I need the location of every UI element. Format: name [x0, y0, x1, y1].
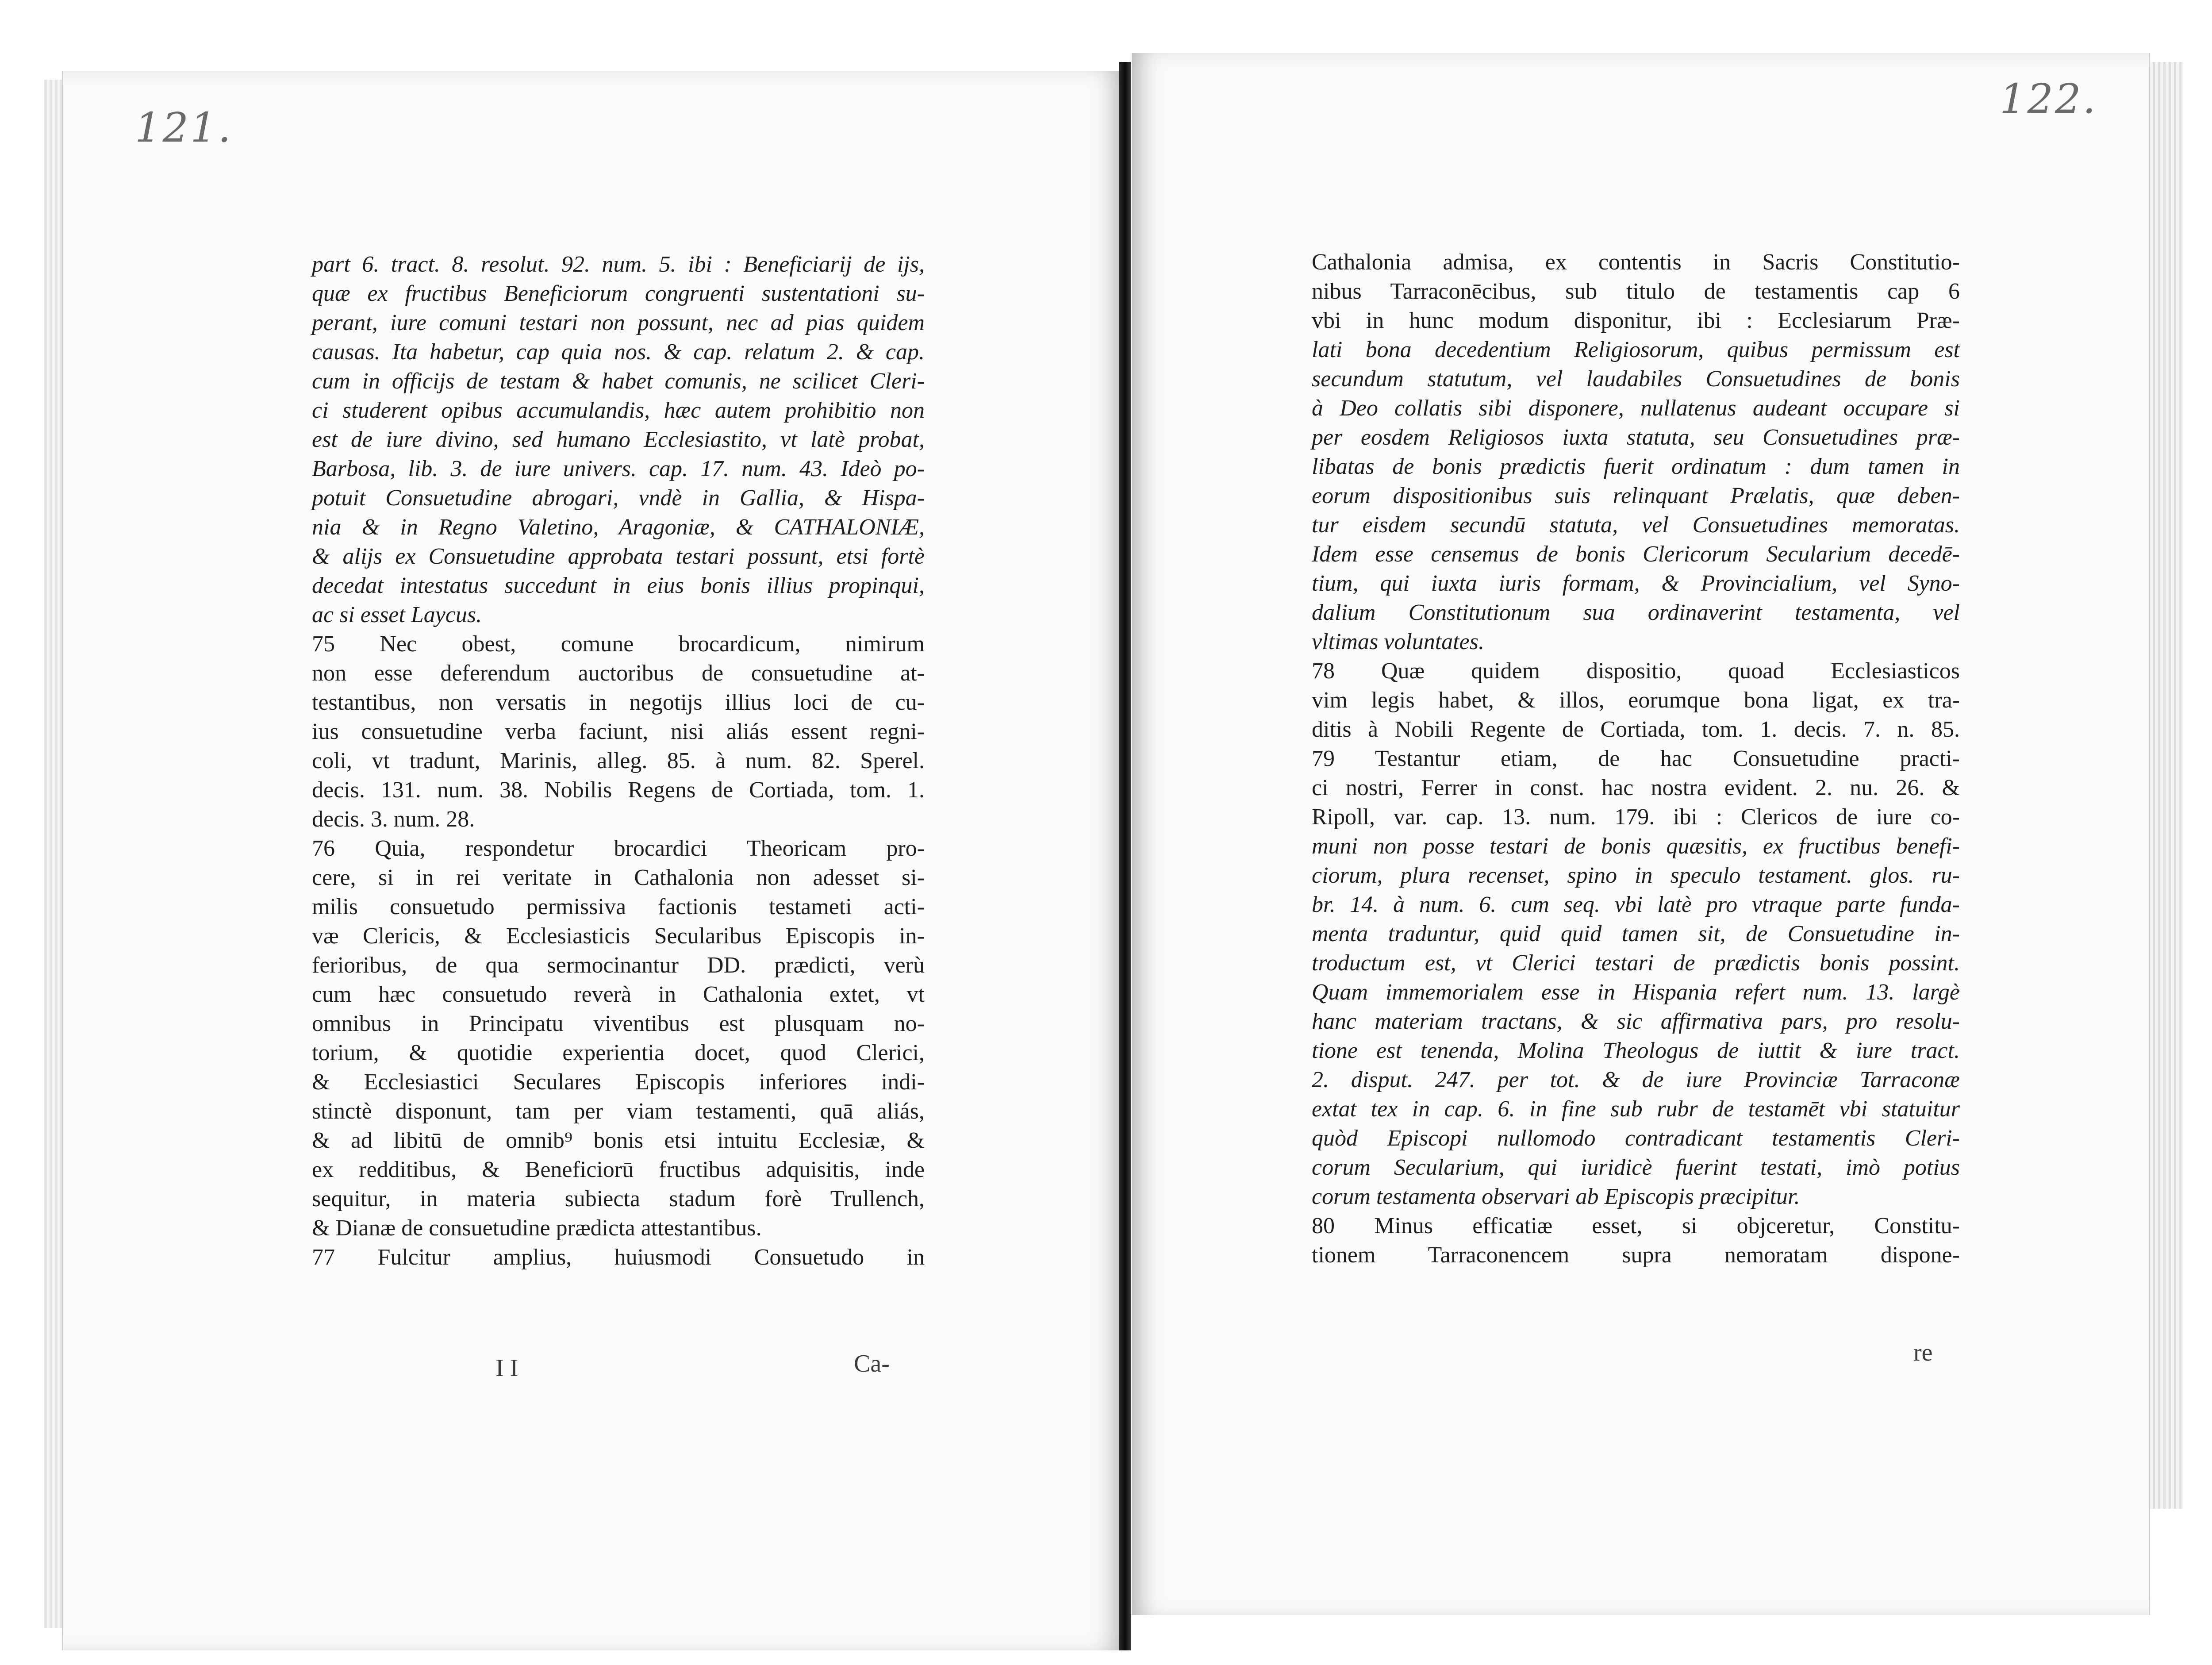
left-page-text — [312, 250, 925, 1272]
text-line: vbi in hunc modum disponitur, ibi : Ecclesiarum Præ- — [1312, 308, 1960, 333]
text-line: tione est tenenda, Molina Theologus de iuttit & iure tract. — [1312, 1038, 1960, 1063]
text-line: Ripoll, var. cap. 13. num. 179. ibi : Clericos de iure co- — [1312, 804, 1960, 830]
text-line: 79 Testantur etiam, de hac Consuetudine practi- — [1312, 746, 1960, 771]
text-line: est de iure divino, sed humano Ecclesiastito, vt latè probat, — [312, 427, 925, 452]
text-line: ditis à Nobili Regente de Cortiada, tom. 1. decis. 7. n. 85. — [1312, 717, 1960, 742]
text-line: eorum dispositionibus suis relinquant Prælatis, quæ deben- — [1312, 483, 1960, 508]
text-line: corum testamenta observari ab Episcopis præcipitur. — [1312, 1184, 1800, 1209]
text-line: & alijs ex Consuetudine approbata testari possunt, etsi fortè — [312, 544, 925, 569]
text-line: tium, qui iuxta iuris formam, & Provincialium, vel Syno- — [1312, 571, 1960, 596]
text-line: Barbosa, lib. 3. de iure univers. cap. 17. num. 43. Ideò po- — [312, 456, 925, 481]
text-line: tionem Tarraconencem supra nemoratam dispone- — [1312, 1242, 1960, 1268]
text-line: & Ecclesiastici Seculares Episcopis inferiores indi- — [312, 1069, 925, 1095]
text-line: tur eisdem secundū statuta, vel Consuetudines memoratas. — [1312, 512, 1960, 538]
text-line: non esse deferendum auctoribus de consuetudine at- — [312, 661, 925, 686]
text-line: decis. 131. num. 38. Nobilis Regens de Cortiada, tom. 1. — [312, 777, 925, 803]
text-line: dalium Constitutionum sua ordinaverint testamenta, vel — [1312, 600, 1960, 625]
text-line: stinctè disponunt, tam per viam testamenti, quā aliás, — [312, 1099, 925, 1124]
text-line: 77 Fulcitur amplius, huiusmodi Consuetudo in — [312, 1245, 925, 1270]
text-line: Cathalonia admisa, ex contentis in Sacris Constitutio- — [1312, 250, 1960, 275]
text-line: cum in officijs de testam & habet comunis, ne scilicet Cleri- — [312, 369, 925, 394]
text-line: & ad libitū de omnib⁹ bonis etsi intuitu Ecclesiæ, & — [312, 1128, 925, 1153]
text-line: decis. 3. num. 28. — [312, 807, 475, 832]
text-line: corum Secularium, qui iuridicè fuerint testati, imò potius — [1312, 1155, 1960, 1180]
text-line: cere, si in rei veritate in Cathalonia non adesset si- — [312, 865, 925, 890]
text-line: Idem esse censemus de bonis Clericorum Secularium decedē- — [1312, 542, 1960, 567]
text-line: væ Clericis, & Ecclesiasticis Secularibus Episcopis in- — [312, 923, 925, 949]
text-line: milis consuetudo permissiva factionis testameti acti- — [312, 894, 925, 919]
text-line: potuit Consuetudine abrogari, vndè in Gallia, & Hispa- — [312, 485, 925, 511]
text-line: libatas de bonis prædictis fuerit ordinatum : dum tamen in — [1312, 454, 1960, 479]
text-line: hanc materiam tractans, & sic affirmativa pars, pro resolu- — [1312, 1009, 1960, 1034]
text-line: Quam immemorialem esse in Hispania refert num. 13. largè — [1312, 980, 1960, 1005]
left-catchword: Ca- — [854, 1350, 890, 1377]
text-line: quòd Episcopi nullomodo contradicant testamentis Cleri- — [1312, 1126, 1960, 1151]
text-line: extat tex in cap. 6. in fine sub rubr de testamēt vbi statuitur — [1312, 1096, 1960, 1122]
text-line: troductum est, vt Clerici testari de prædictis bonis possint. — [1312, 950, 1960, 976]
text-line: muni non posse testari de bonis quæsitis, ex fructibus benefi- — [1312, 834, 1960, 859]
book-gutter — [1119, 62, 1131, 1650]
text-line: & Dianæ de consuetudine prædicta attestantibus. — [312, 1215, 762, 1241]
text-line: secundum statutum, vel laudabiles Consuetudines de bonis — [1312, 366, 1960, 392]
text-line: omnibus in Principatu viventibus est plusquam no- — [312, 1011, 925, 1036]
left-folio-number: 121. — [135, 104, 233, 151]
text-line: ferioribus, de qua sermocinantur DD. prædicti, verù — [312, 953, 925, 978]
text-line: nia & in Regno Valetino, Aragoniæ, & CATHALONIÆ, — [312, 515, 925, 540]
right-folio-number: 122. — [2000, 75, 2097, 123]
text-line: per eosdem Religiosos iuxta statuta, seu Consuetudines præ- — [1312, 425, 1960, 450]
text-line: part 6. tract. 8. resolut. 92. num. 5. ibi : Beneficiarij de ijs, — [312, 252, 925, 277]
text-line: 76 Quia, respondetur brocardici Theoricam pro- — [312, 836, 925, 861]
text-line: 78 Quæ quidem dispositio, quoad Ecclesiasticos — [1312, 658, 1960, 684]
text-line: torium, & quotidie experientia docet, quod Clerici, — [312, 1040, 925, 1065]
text-line: br. 14. à num. 6. cum seq. vbi latè pro vtraque parte funda- — [1312, 892, 1960, 917]
text-line: ci studerent opibus accumulandis, hæc autem prohibitio non — [312, 398, 925, 423]
text-line: coli, vt tradunt, Marinis, alleg. 85. à num. 82. Sperel. — [312, 748, 925, 773]
text-line: decedat intestatus succedunt in eius bonis illius propinqui, — [312, 573, 925, 598]
text-line: ex redditibus, & Beneficiorū fructibus adquisitis, inde — [312, 1157, 925, 1182]
text-line: ac si esset Laycus. — [312, 602, 482, 627]
text-line: 75 Nec obest, comune brocardicum, nimirum — [312, 631, 925, 657]
text-line: à Deo collatis sibi disponere, nullatenus audeant occupare si — [1312, 396, 1960, 421]
text-line: vim legis habet, & illos, eorumque bona ligat, ex tra- — [1312, 688, 1960, 713]
text-line: sequitur, in materia subiecta stadum forè Trullench, — [312, 1186, 925, 1211]
text-line: quæ ex fructibus Beneficiorum congruenti sustentationi su- — [312, 281, 925, 306]
text-line: ciorum, plura recenset, spino in speculo testament. glos. ru- — [1312, 863, 1960, 888]
text-line: nibus Tarraconēcibus, sub titulo de testamentis cap 6 — [1312, 279, 1960, 304]
text-line: 2. disput. 247. per tot. & de iure Provinciæ Tarraconæ — [1312, 1067, 1960, 1092]
text-line: perant, iure comuni testari non possunt, nec ad pias quidem — [312, 310, 925, 335]
text-line: cum hæc consuetudo reverà in Cathalonia extet, vt — [312, 982, 925, 1007]
text-line: ius consuetudine verba faciunt, nisi aliás essent regni- — [312, 719, 925, 744]
text-line: causas. Ita habetur, cap quia nos. & cap. relatum 2. & cap. — [312, 339, 925, 365]
text-line: lati bona decedentium Religiosorum, quibus permissum est — [1312, 337, 1960, 362]
right-catchword: re — [1913, 1339, 1933, 1366]
text-line: menta traduntur, quid quid tamen sit, de Consuetudine in- — [1312, 921, 1960, 946]
text-line: testantibus, non versatis in negotijs illius loci de cu- — [312, 690, 925, 715]
signature-mark: I I — [495, 1354, 518, 1382]
text-line: vltimas voluntates. — [1312, 629, 1484, 654]
text-line: 80 Minus efficatiæ esset, si objceretur, Constitu- — [1312, 1213, 1960, 1238]
text-line: ci nostri, Ferrer in const. hac nostra evident. 2. nu. 26. & — [1312, 775, 1960, 800]
right-page-text — [1312, 248, 1960, 1270]
